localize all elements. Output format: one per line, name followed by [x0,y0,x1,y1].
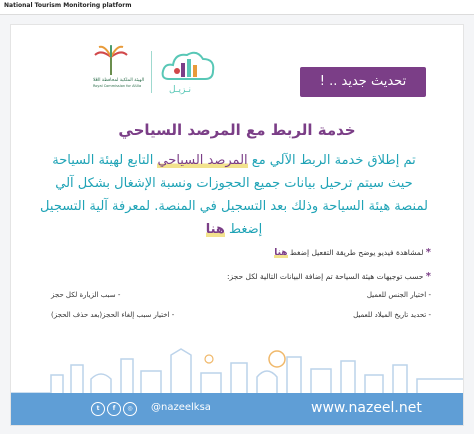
new-update-badge: تحديث جديد .. ! [300,67,426,97]
alula-name-en: Royal Commission for AlUla [93,84,142,88]
alula-name-ar: الهيئة الملكية لمحافظة العُلا [93,78,145,83]
bullet-visit-reason: - سبب الزيارة لكل حجز [51,291,121,299]
window-title: National Tourism Monitoring platform [4,2,132,9]
footer-bar [11,393,463,425]
instagram-icon[interactable]: ◎ [123,402,137,416]
balloon-icon [205,355,213,363]
list-item [51,311,431,331]
nazeel-wordmark: نـزيـل [169,85,192,95]
city-skyline-illustration [11,345,463,395]
website-link[interactable]: www.nazeel.net [311,400,422,416]
alula-logo [93,45,143,97]
list-item [51,291,431,311]
registration-link[interactable]: هنا [205,222,225,237]
description-part1: تم إطلاق خدمة الربط الآلي مع [247,153,416,168]
guidance-note-text: حسب توجيهات هيئة السياحة تم إضافة البيانات التالية لكل حجز: [227,272,424,281]
observatory-highlight: المرصد السياحي [157,153,248,168]
bullet-cancel-reason: - اختيار سبب إلغاء الحجز(بعد حذف الحجز) [51,311,175,319]
video-link[interactable]: هنا [274,248,288,258]
palm-tree-icon [93,45,129,77]
nazeel-logo [161,47,221,101]
bullet-birthdate: - تحديد تاريخ الميلاد للعميل [353,311,431,319]
star-icon: * [425,247,431,258]
star-icon: * [425,271,431,282]
facebook-icon[interactable]: f [107,402,121,416]
ferris-wheel-icon [269,351,285,367]
bullet-gender: - اختيار الجنس للعميل [366,291,431,299]
guidance-note [41,271,431,282]
video-note-text: لمشاهدة فيديو يوضح طريقة التفعيل إضغط [287,248,424,257]
cloud-city-icon [161,47,217,87]
description-paragraph [39,149,429,241]
description-part2: التابع لهيئة السياحة حيث سيتم ترحيل بيانات جميع الحجوزات ونسبة الإشغال بشكل آلي لمنصة هيئة السياحة وذلك بعد التسجيل في المنصة. لمعرفة آلية التسجيل إضغط [40,153,428,237]
video-note [41,247,431,258]
page-title: خدمة الربط مع المرصد السياحي [118,121,356,139]
window-titlebar [0,0,474,15]
announcement-card [10,24,464,426]
required-fields-list [51,291,431,331]
twitter-icon[interactable]: t [91,402,105,416]
logo-divider [151,51,152,93]
social-handle[interactable]: @nazeelksa [151,402,211,413]
